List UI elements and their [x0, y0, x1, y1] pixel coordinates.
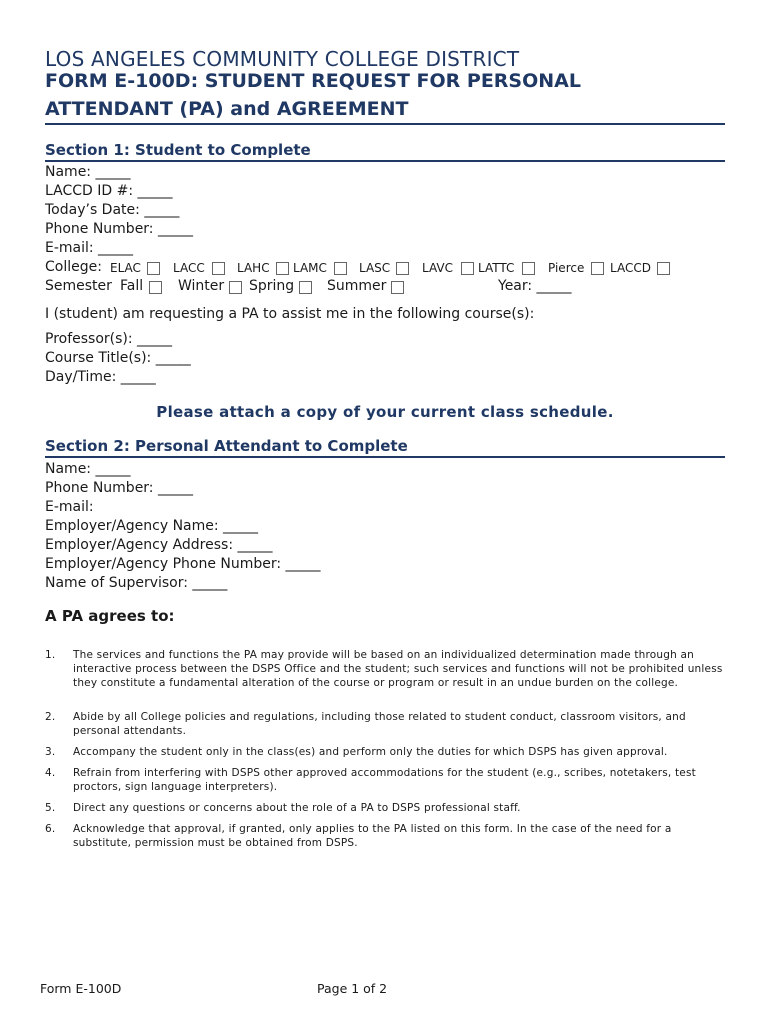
- year-field[interactable]: Year: _____: [498, 278, 572, 294]
- agreement-item: [45, 745, 725, 759]
- agreement-item-number: 6.: [45, 823, 56, 835]
- college-option-label: Pierce: [548, 261, 585, 275]
- college-checkbox-lasc[interactable]: [396, 262, 409, 275]
- semester-option-label: Fall: [120, 278, 144, 294]
- college-row: [45, 259, 725, 277]
- student-name-field[interactable]: Name: _____: [45, 164, 131, 180]
- semester-checkbox-spring[interactable]: [299, 281, 312, 294]
- employer-name-field[interactable]: Employer/Agency Name: _____: [45, 518, 259, 534]
- semester-checkbox-fall[interactable]: [149, 281, 162, 294]
- employer-address-field[interactable]: Employer/Agency Address: _____: [45, 537, 273, 553]
- college-checkbox-pierce[interactable]: [591, 262, 604, 275]
- student-email-field[interactable]: E-mail: _____: [45, 240, 134, 256]
- college-checkbox-lamc[interactable]: [334, 262, 347, 275]
- laccd-id-field[interactable]: LACCD ID #: _____: [45, 183, 173, 199]
- college-option-label: LAHC: [237, 261, 270, 275]
- agreement-item-number: 1.: [45, 649, 56, 661]
- semester-checkbox-summer[interactable]: [391, 281, 404, 294]
- college-option-label: LAVC: [422, 261, 453, 275]
- form-id-footer: Form E-100D: [40, 981, 122, 996]
- student-phone-field[interactable]: Phone Number: _____: [45, 221, 193, 237]
- pa-phone-field[interactable]: Phone Number: _____: [45, 480, 193, 496]
- attach-schedule-note: Please attach a copy of your current class schedule.: [156, 403, 614, 421]
- page-number: Page 1 of 2: [317, 981, 388, 996]
- pa-email-field[interactable]: E-mail:: [45, 499, 94, 515]
- agreement-item-number: 3.: [45, 746, 56, 758]
- agreement-item: [45, 801, 725, 815]
- college-checkbox-elac[interactable]: [147, 262, 160, 275]
- college-checkbox-lacc[interactable]: [212, 262, 225, 275]
- agreement-item-text: Acknowledge that approval, if granted, only applies to the PA listed on this form. In the case of the need for a substitute, permission must be obtained from DSPS.: [73, 823, 672, 849]
- agreement-item-number: 5.: [45, 802, 56, 814]
- semester-option-label: Spring: [249, 278, 295, 294]
- agreement-item: [45, 648, 725, 690]
- college-label: College:: [45, 259, 102, 275]
- form-title-line1: FORM E-100D: STUDENT REQUEST FOR PERSONAL: [45, 70, 581, 92]
- college-checkbox-lahc[interactable]: [276, 262, 289, 275]
- college-checkbox-lavc[interactable]: [461, 262, 474, 275]
- agreement-item: [45, 710, 725, 738]
- agreement-item-text: Accompany the student only in the class(es) and perform only the duties for which DSPS has given approval.: [73, 746, 668, 758]
- agreement-item-text: Direct any questions or concerns about the role of a PA to DSPS professional staff.: [73, 802, 521, 814]
- course-title-field[interactable]: Course Title(s): _____: [45, 350, 191, 366]
- college-option-label: LAMC: [293, 261, 327, 275]
- day-time-field[interactable]: Day/Time: _____: [45, 369, 156, 385]
- college-option-label: ELAC: [110, 261, 141, 275]
- college-option-label: LACCD: [610, 261, 651, 275]
- district-name: LOS ANGELES COMMUNITY COLLEGE DISTRICT: [45, 47, 520, 71]
- section1-divider: [45, 160, 725, 162]
- agreement-item-text: The services and functions the PA may provide will be based on an individualized determination made through an interactive process between the DSPS Office and the student; such services and functions will not be prohibited unless they constitute a fundamental alteration of the course or program or result in an undue burden on the college.: [73, 649, 723, 689]
- agreement-item: [45, 766, 725, 794]
- semester-row: [45, 278, 725, 296]
- todays-date-field[interactable]: Today’s Date: _____: [45, 202, 180, 218]
- college-option-label: LATTC: [478, 261, 515, 275]
- course-request-statement: I (student) am requesting a PA to assist me in the following course(s):: [45, 306, 535, 322]
- semester-checkbox-winter[interactable]: [229, 281, 242, 294]
- college-checkbox-laccd[interactable]: [657, 262, 670, 275]
- supervisor-name-field[interactable]: Name of Supervisor: _____: [45, 575, 228, 591]
- agreement-item: [45, 822, 725, 850]
- professor-field[interactable]: Professor(s): _____: [45, 331, 173, 347]
- agreement-item-text: Abide by all College policies and regulations, including those related to student conduct, classroom visitors, and personal attendants.: [73, 711, 686, 737]
- agreement-item-number: 4.: [45, 767, 56, 779]
- agreement-item-number: 2.: [45, 711, 56, 723]
- college-option-label: LASC: [359, 261, 391, 275]
- title-divider: [45, 123, 725, 125]
- college-checkbox-lattc[interactable]: [522, 262, 535, 275]
- section2-divider: [45, 456, 725, 458]
- semester-option-label: Summer: [327, 278, 387, 294]
- semester-label: Semester: [45, 278, 112, 294]
- section2-heading: Section 2: Personal Attendant to Complete: [45, 437, 408, 455]
- semester-option-label: Winter: [178, 278, 225, 294]
- college-option-label: LACC: [173, 261, 205, 275]
- pa-name-field[interactable]: Name: _____: [45, 461, 131, 477]
- form-title-line2: ATTENDANT (PA) and AGREEMENT: [45, 98, 409, 120]
- agreement-item-text: Refrain from interfering with DSPS other approved accommodations for the student (e.g., scribes, notetakers, test proctors, sign language interpreters).: [73, 767, 696, 793]
- section1-heading: Section 1: Student to Complete: [45, 141, 311, 159]
- employer-phone-field[interactable]: Employer/Agency Phone Number: _____: [45, 556, 321, 572]
- agreement-heading: A PA agrees to:: [45, 607, 175, 625]
